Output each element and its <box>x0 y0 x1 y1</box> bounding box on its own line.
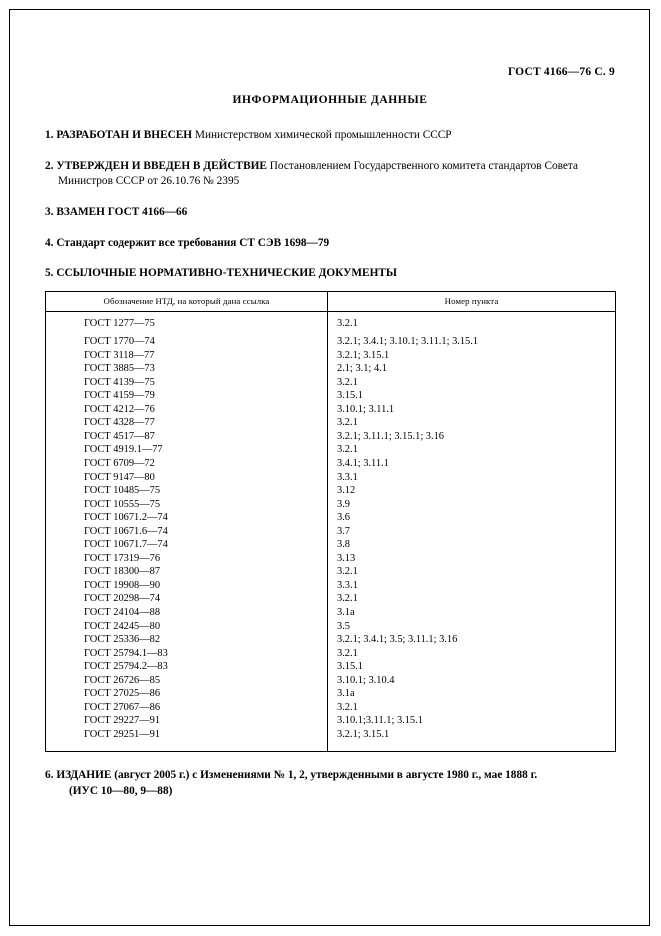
cell-document: ГОСТ 19908—90 <box>84 579 161 591</box>
cell-document: ГОСТ 25794.1—83 <box>84 647 168 659</box>
table-row <box>46 620 616 634</box>
cell-document: ГОСТ 3885—73 <box>84 363 155 375</box>
cell-clause: 3.10.1;3.11.1; 3.15.1 <box>337 715 423 727</box>
page-header-right: ГОСТ 4166—76 С. 9 <box>507 66 615 78</box>
cell-document: ГОСТ 1770—74 <box>84 336 155 348</box>
cell-clause: 3.2.1; 3.11.1; 3.15.1; 3.16 <box>337 430 444 442</box>
table-row <box>46 525 616 539</box>
cell-clause: 3.2.1; 3.15.1 <box>337 728 390 740</box>
table-row <box>46 579 616 593</box>
list-item <box>45 205 615 220</box>
table-row <box>46 376 616 390</box>
cell-document: ГОСТ 4212—76 <box>84 403 155 415</box>
cell-clause: 3.12 <box>337 485 356 497</box>
cell-clause: 3.2.1 <box>337 701 358 713</box>
page-title: ИНФОРМАЦИОННЫЕ ДАННЫЕ <box>232 94 428 106</box>
cell-clause: 3.2.1; 3.15.1 <box>337 349 390 361</box>
table-row <box>46 552 616 566</box>
table-row <box>46 511 616 525</box>
section-heading <box>45 267 615 279</box>
table-row <box>46 416 616 430</box>
item-text: Министерством химической промышленности СССР <box>194 129 452 141</box>
table-row <box>46 471 616 485</box>
cell-clause: 3.13 <box>337 552 356 564</box>
cell-document: ГОСТ 17319—76 <box>84 552 161 564</box>
cell-clause: 3.2.1 <box>337 566 358 578</box>
item-bold-text: Стандарт содержит все требования СТ СЭВ 1698—79 <box>56 236 330 249</box>
cell-clause: 3.15.1 <box>337 661 363 673</box>
cell-document: ГОСТ 25794.2—83 <box>84 661 168 673</box>
table-row <box>46 538 616 552</box>
table-row <box>46 714 616 728</box>
cell-clause: 3.2.1 <box>337 417 358 429</box>
edition-line-2: (ИУС 10—80, 9—88) <box>69 784 173 797</box>
cell-document: ГОСТ 3118—77 <box>84 349 155 361</box>
table-row <box>46 389 616 403</box>
table-row <box>46 728 616 752</box>
section-title-text: ССЫЛОЧНЫЕ НОРМАТИВНО-ТЕХНИЧЕСКИЕ ДОКУМЕНТЫ <box>56 266 398 279</box>
references-table <box>45 291 616 753</box>
cell-document: ГОСТ 24245—80 <box>84 620 161 632</box>
cell-clause: 3.2.1; 3.4.1; 3.5; 3.11.1; 3.16 <box>337 634 458 646</box>
item-number: 4. <box>45 236 54 249</box>
cell-clause: 3.1а <box>337 606 355 618</box>
table-row <box>46 311 616 335</box>
item-number: 3. <box>45 205 54 218</box>
cell-document: ГОСТ 27067—86 <box>84 701 161 713</box>
table-row <box>46 660 616 674</box>
table-row <box>46 430 616 444</box>
cell-clause: 3.2.1 <box>337 376 358 388</box>
item-bold-text: РАЗРАБОТАН И ВНЕСЕН <box>56 129 193 141</box>
cell-document: ГОСТ 10671.7—74 <box>84 539 168 551</box>
cell-clause: 3.15.1 <box>337 390 363 402</box>
cell-clause: 2.1; 3.1; 4.1 <box>337 363 387 375</box>
cell-document: ГОСТ 29227—91 <box>84 715 161 727</box>
table-row <box>46 701 616 715</box>
table-row <box>46 349 616 363</box>
cell-clause: 3.3.1 <box>337 471 358 483</box>
cell-clause: 3.2.1 <box>337 444 358 456</box>
table-row <box>46 498 616 512</box>
cell-document: ГОСТ 4517—87 <box>84 430 155 442</box>
cell-document: ГОСТ 27025—86 <box>84 688 161 700</box>
list-item <box>45 128 615 143</box>
item-number: 2. <box>45 159 54 172</box>
table-row <box>46 484 616 498</box>
cell-clause: 3.7 <box>337 525 350 537</box>
table-row <box>46 457 616 471</box>
page-content <box>45 66 615 800</box>
table-row <box>46 335 616 349</box>
cell-document: ГОСТ 25336—82 <box>84 634 161 646</box>
cell-document: ГОСТ 10555—75 <box>84 498 161 510</box>
cell-clause: 3.3.1 <box>337 579 358 591</box>
table-row <box>46 647 616 661</box>
table-row <box>46 403 616 417</box>
cell-document: ГОСТ 20298—74 <box>84 593 161 605</box>
cell-document: ГОСТ 6709—72 <box>84 457 155 469</box>
table-row <box>46 362 616 376</box>
section-number: 5. <box>45 266 54 279</box>
table-row <box>46 565 616 579</box>
cell-document: ГОСТ 10485—75 <box>84 485 161 497</box>
cell-document: ГОСТ 4328—77 <box>84 417 155 429</box>
cell-document: ГОСТ 1277—75 <box>84 317 155 329</box>
column-header-clause: Номер пункта <box>328 291 616 311</box>
cell-document: ГОСТ 10671.6—74 <box>84 525 168 537</box>
cell-clause: 3.2.1; 3.4.1; 3.10.1; 3.11.1; 3.15.1 <box>337 336 479 348</box>
table-row <box>46 606 616 620</box>
cell-clause: 3.6 <box>337 512 350 524</box>
cell-clause: 3.8 <box>337 539 350 551</box>
cell-document: ГОСТ 24104—88 <box>84 606 161 618</box>
table-row <box>46 687 616 701</box>
cell-document: ГОСТ 4139—75 <box>84 376 155 388</box>
item-text: Постановлением Государственного комитета стандартов Совета Министров СССР от 26.10.76 № 2395 <box>58 159 579 187</box>
cell-document: ГОСТ 9147—80 <box>84 471 155 483</box>
item-bold-text: УТВЕРЖДЕН И ВВЕДЕН В ДЕЙСТВИЕ <box>56 159 267 172</box>
list-item <box>45 159 615 189</box>
column-header-document: Обозначение НТД, на который дана ссылка <box>46 291 328 311</box>
cell-document: ГОСТ 4919.1—77 <box>84 444 163 456</box>
edition-note <box>45 768 615 799</box>
cell-clause: 3.2.1 <box>337 593 358 605</box>
table-row <box>46 592 616 606</box>
item-bold-text: ВЗАМЕН ГОСТ 4166—66 <box>56 205 188 218</box>
table-row <box>46 633 616 647</box>
cell-document: ГОСТ 18300—87 <box>84 566 161 578</box>
table-row <box>46 443 616 457</box>
cell-clause: 3.4.1; 3.11.1 <box>337 457 389 469</box>
table-row <box>46 674 616 688</box>
cell-clause: 3.5 <box>337 620 350 632</box>
item-number: 1. <box>45 129 54 141</box>
cell-clause: 3.2.1 <box>337 647 358 659</box>
cell-document: ГОСТ 26726—85 <box>84 674 161 686</box>
cell-document: ГОСТ 10671.2—74 <box>84 512 168 524</box>
table-body <box>46 311 616 752</box>
edition-number: 6. <box>45 769 54 782</box>
cell-document: ГОСТ 4159—79 <box>84 390 155 402</box>
cell-clause: 3.2.1 <box>337 317 358 329</box>
cell-clause: 3.10.1; 3.11.1 <box>337 403 395 415</box>
list-item <box>45 236 615 251</box>
cell-clause: 3.9 <box>337 498 350 510</box>
cell-clause: 3.10.1; 3.10.4 <box>337 674 395 686</box>
edition-line-1: ИЗДАНИЕ (август 2005 г.) с Изменениями № 1, 2, утвержденными в августе 1980 г., мае 1888 г. <box>56 769 538 782</box>
cell-clause: 3.1а <box>337 688 355 700</box>
cell-document: ГОСТ 29251—91 <box>84 728 161 740</box>
table-header-row <box>46 291 616 311</box>
